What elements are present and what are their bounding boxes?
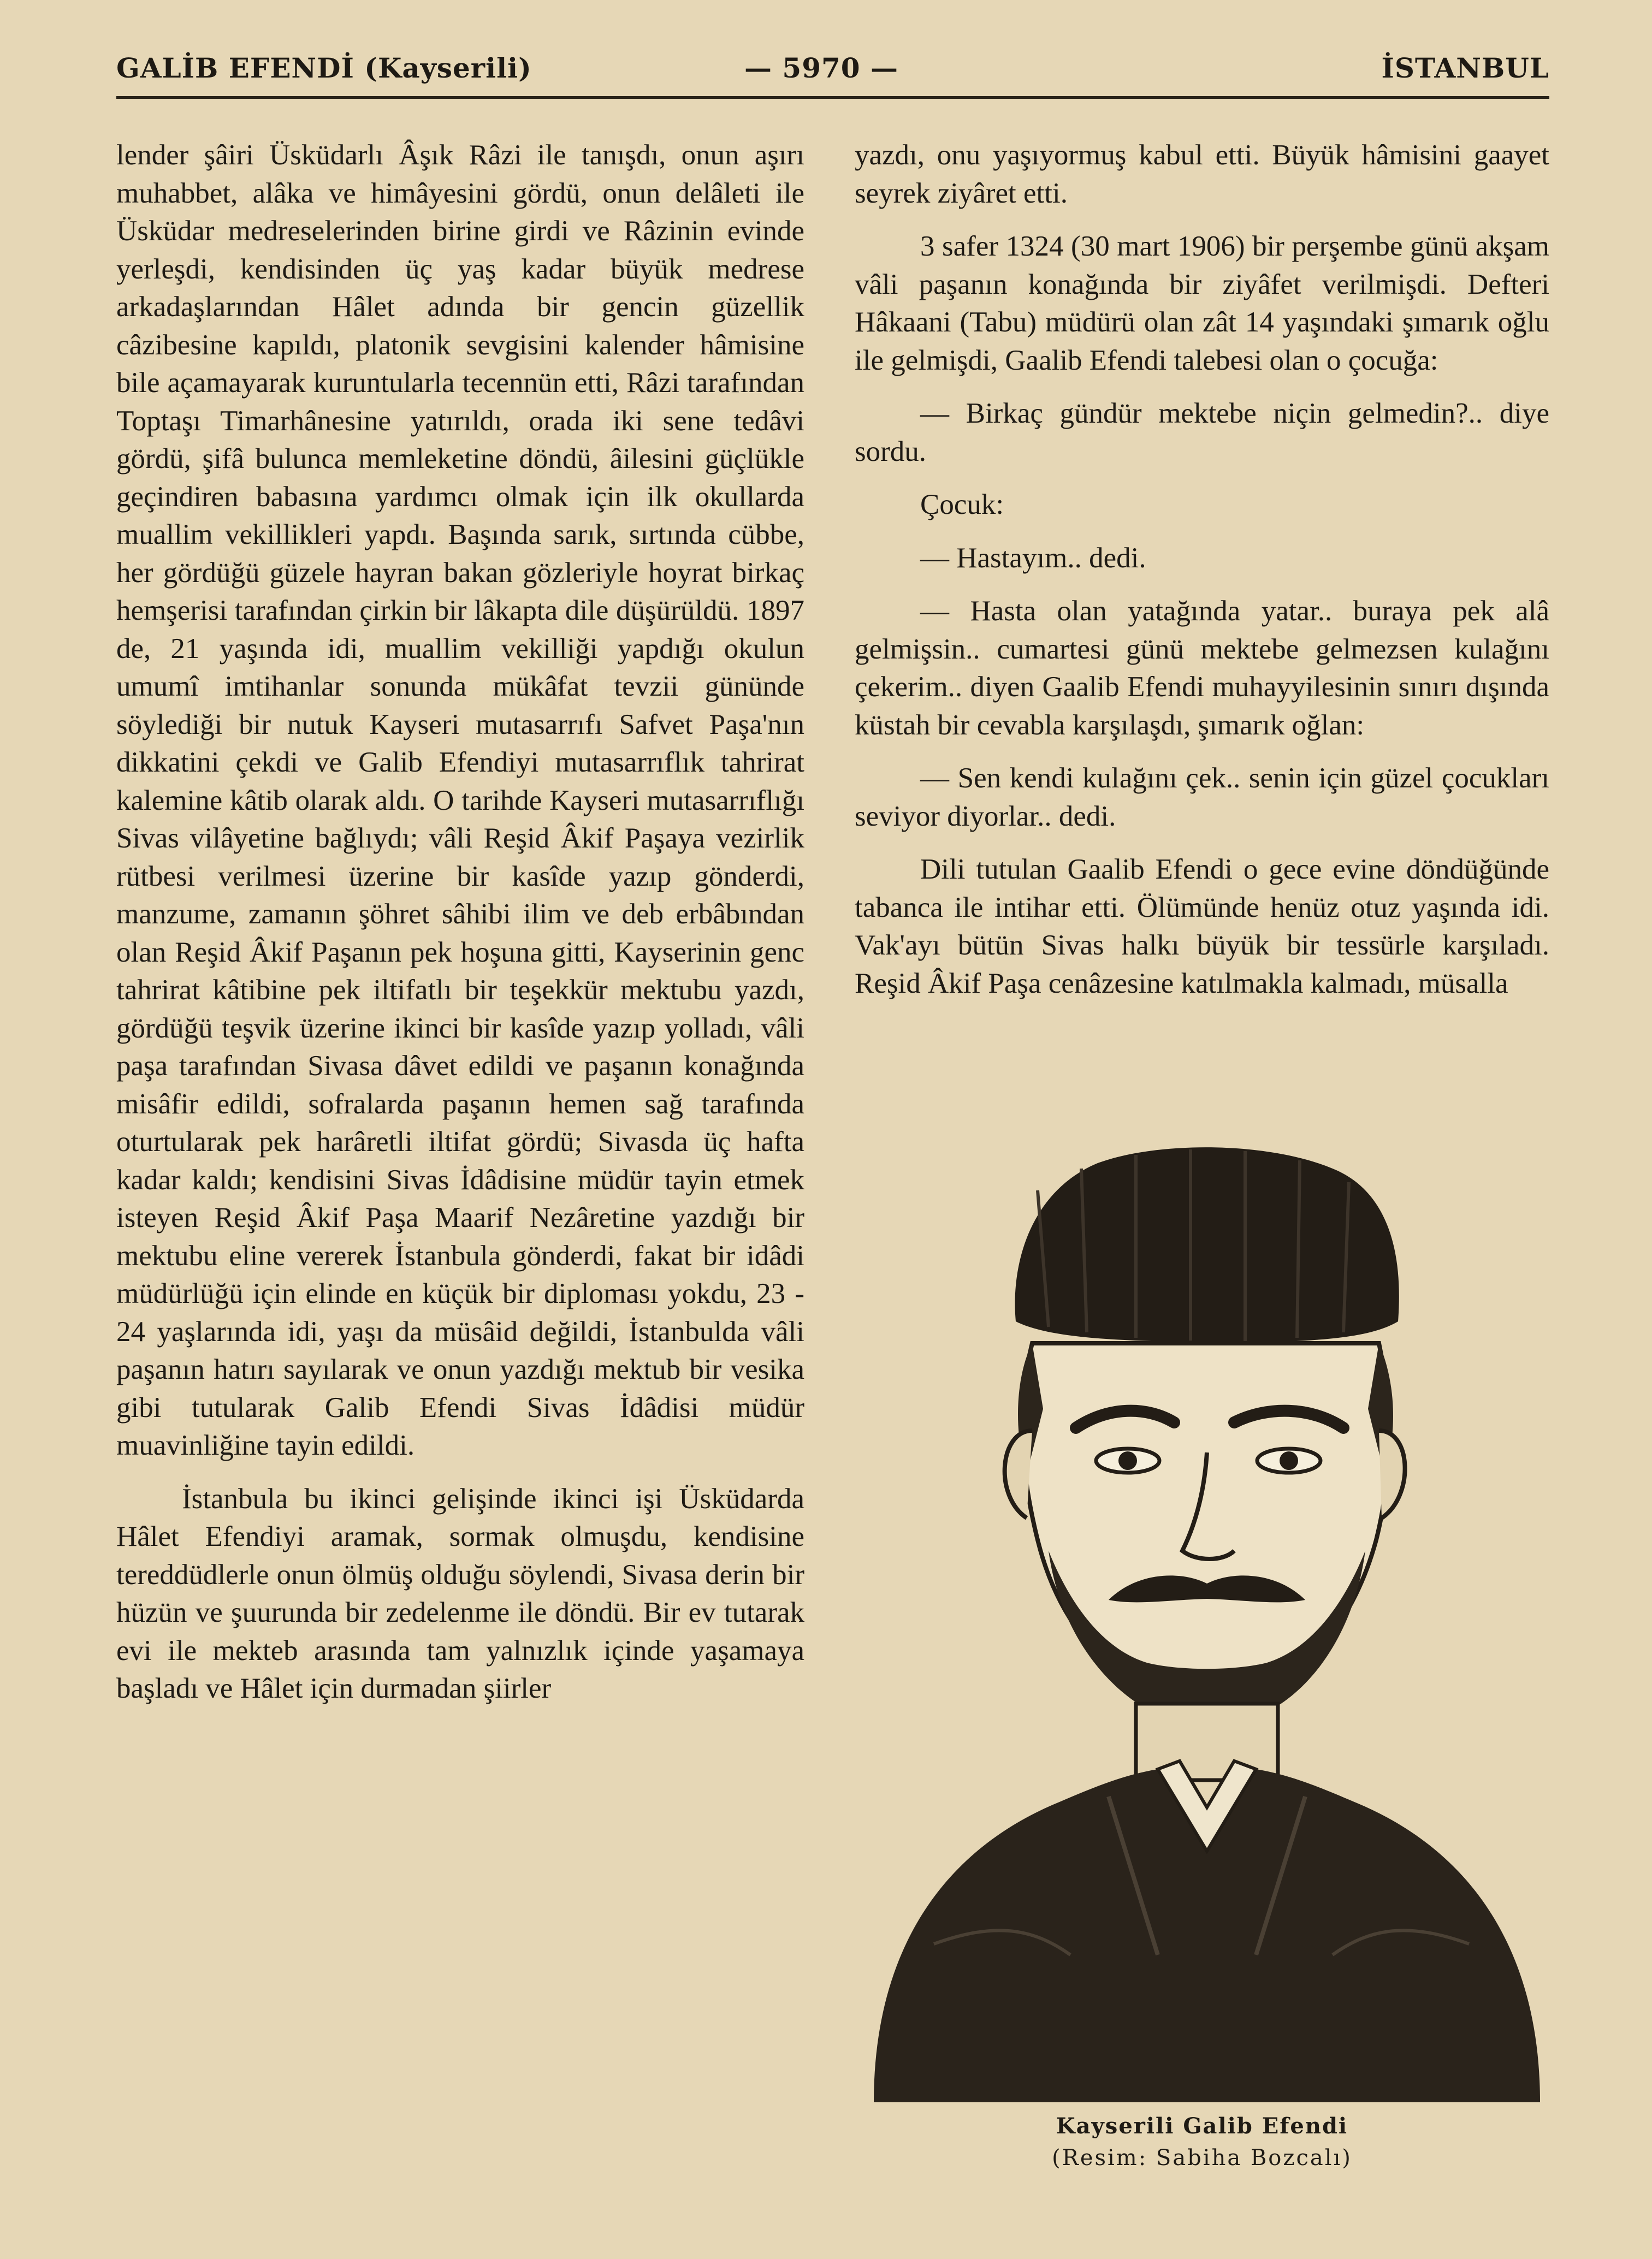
left-column: [116, 137, 804, 1708]
right-paragraph-1: yazdı, onu yaşıyormuş kabul etti. Büyük hâmisini gaayet seyrek ziyâret etti.: [855, 139, 1549, 209]
header-page-number: — 5970 —: [744, 52, 898, 84]
header-entry-title: GALİB EFENDİ (Kayserili): [116, 52, 532, 84]
dialog-line-4: — Hasta olan yatağında yatar.. buraya pek alâ gelmişsin.. cumartesi günü mektebe gelmezsen kulağını çekerim.. diyen Gaalib Efendi muhayyilesinin sınırı dışında küstah bir cevabla karşılaşdı, şımarık oğlan:: [855, 595, 1549, 741]
left-paragraph-2: İstanbula bu ikinci gelişinde ikinci işi Üsküdarda Hâlet Efendiyi aramak, sormak olmuşdu, kendisine tereddüdlerle onun ölmüş olduğu söylendi, Sivasa derin bir hüzün ve şuurunda bir zedelenme ile döndü. Bir ev tutarak evi ile mekteb arasında tam yalnızlık içinde yaşamaya başladı ve Hâlet için durmadan şiirler: [116, 1483, 804, 1704]
dialog-line-1: — Birkaç gündür mektebe niçin gelmedin?.. diye sordu.: [855, 398, 1549, 467]
dialog-line-5: — Sen kendi kulağını çek.. senin için güzel çocukları seviyor diyorlar.. dedi.: [855, 762, 1549, 832]
right-column: [855, 137, 1549, 1003]
header-volume-title: İSTANBUL: [1381, 52, 1549, 84]
fez-hat: [1015, 1147, 1399, 1342]
portrait-illustration: [852, 1125, 1551, 2102]
caption-title: Kayserili Galib Efendi: [1056, 2113, 1348, 2139]
dialog-line-3: — Hastayım.. dedi.: [920, 542, 1146, 574]
right-paragraph-2: 3 safer 1324 (30 mart 1906) bir perşembe günü akşam vâli paşanın konağında bir ziyâfet verilmişdi. Defteri Hâkaani (Tabu) müdürü olan zât 14 yaşındaki şımarık oğlu ile gelmişdi, Gaalib Efendi talebesi olan o çocuğa:: [855, 230, 1549, 376]
left-paragraph-1: lender şâiri Üsküdarlı Âşık Râzi ile tanışdı, onun aşırı muhabbet, alâka ve himâyesini gördü, onun delâleti ile Üsküdar medreselerinden birine girdi ve Râzinin evinde yerleşdi, kendisinden üç yaş kadar büyük medrese arkadaşlarından Hâlet adında bir gencin güzellik câzibesine kapıldı, platonik sevgisini kalender hâmisine bile açamayarak kuruntularla tecennün etti, Râzi tarafından Toptaşı Timarhânesine yatırıldı, orada iki sene tedâvi gördü, şifâ bulunca memleketine döndü, âilesini güçlükle geçindiren babasına yardımcı olmak için ilk okullarda muallim vekillikleri yapdı. Başında sarık, sırtında cübbe, her gördüğü güzele hayran bakan gözleriyle hoyrat birkaç hemşerisi tarafından çirkin bir lâkapta dile düşürüldü. 1897 de, 21 yaşında idi, muallim vekilliği yapdığı okulun umumî imtihanlar sonunda mükâfat tevzii gününde söylediği bir nutuk Kayseri mutasarrıfı Safvet Paşa'nın dikkatini çekdi ve Galib Efendiyi mutasarrıflık tahrirat kalemine kâtib olarak aldı. O tarihde Kayseri mutasarrıflığı Sivas vilâyetine bağlıydı; vâli Reşid Âkif Paşaya vezirlik rütbesi verilmesi üzerine bir kasîde yazıp gönderdi, manzume, zamanın şöhret sâhibi ilim ve deb erbâbından olan Reşid Âkif Paşanın pek hoşuna gitti, Kayserinin genc tahrirat kâtibine pek iltifatlı bir teşekkür mektubu yazdı, gördüğü teşvik üzerine ikinci bir kasîde yazıp yolladı, vâli paşa tarafından Sivasa dâvet edildi ve paşanın konağında misâfir edildi, sofralarda paşanın hemen sağ tarafında oturtularak pek harâretli iltifat gördü; Sivasda üç hafta kadar kaldı; kendisini Sivas İdâdisine müdür tayin etmek isteyen Reşid Âkif Paşa Maarif Nezâretine yazdığı bir mektubu eline vererek İstanbula gönderdi, fakat bir idâdi müdürlüğü için elinde en küçük bir diploması yokdu, 23 - 24 yaşlarında idi, yaşı da müsâid değildi, İstanbulda vâli paşanın hatırı sayılarak ve onun yazdığı mektub bir vesika gibi tutularak Galib Efendi Sivas İdâdisi müdür muavinliğine tayin edildi.: [116, 139, 804, 1461]
running-header: [116, 52, 1549, 96]
dialog-line-2: Çocuk:: [920, 489, 1004, 520]
figure-caption: [855, 2110, 1549, 2174]
face: [1022, 1343, 1389, 1700]
header-rule: [116, 96, 1549, 99]
right-paragraph-final: Dili tutulan Gaalib Efendi o gece evine döndüğünde tabanca ile intihar etti. Ölümünde henüz otuz yaşında idi. Vak'ayı bütün Sivas halkı büyük bir tessürle karşıladı. Reşid Âkif Paşa cenâzesine katılmakla kalmadı, müsalla: [855, 853, 1549, 999]
caption-credit: (Resim: Sabiha Bozcalı): [1052, 2145, 1352, 2171]
